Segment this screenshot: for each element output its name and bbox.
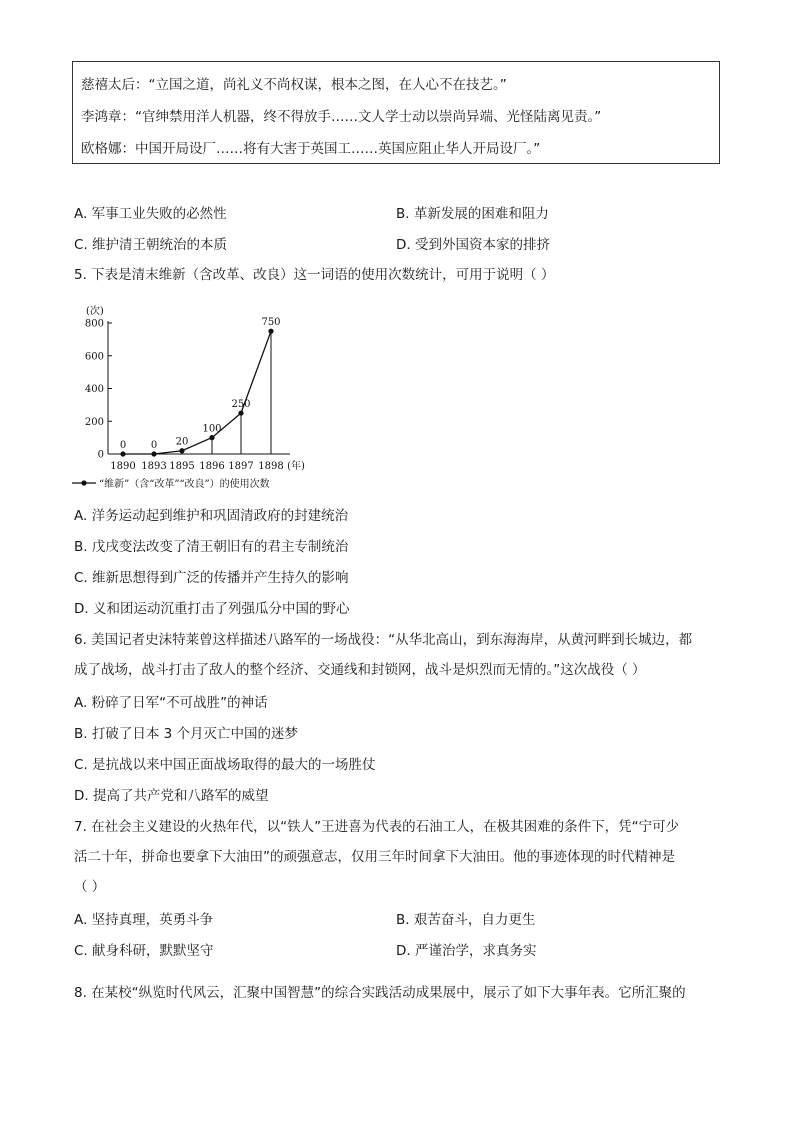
q7-option-c[interactable]: C. 献身科研，默默坚守 — [74, 943, 214, 959]
data-label: 0 — [119, 440, 127, 451]
reform-usage-chart — [68, 300, 368, 495]
data-label: 250 — [231, 399, 251, 411]
y-axis-label: (次) — [86, 306, 104, 317]
q6-stem-line2: 成了战场，战斗打击了敌人的整个经济、交通线和封锁网，战斗是炽烈而无情的。”这次战役（ ） — [74, 662, 646, 678]
data-point — [209, 435, 214, 440]
y-tick-label: 600 — [84, 351, 104, 363]
x-tick-label: 1893 — [141, 461, 167, 472]
x-tick-label: 1890 — [110, 461, 136, 472]
data-point — [238, 410, 243, 415]
data-point — [151, 451, 156, 456]
q5-option-b[interactable]: B. 戊戌变法改变了清王朝旧有的君主专制统治 — [74, 539, 349, 555]
data-point — [179, 448, 184, 453]
q6-option-c[interactable]: C. 是抗战以来中国正面战场取得的最大的一场胜仗 — [74, 757, 376, 773]
q7-stem-line3: （ ） — [74, 879, 106, 895]
q7-stem-line1: 7. 在社会主义建设的火热年代，以“铁人”王进喜为代表的石油工人，在极其困难的条件下，凭“宁可少 — [74, 819, 680, 835]
y-tick-label: 800 — [84, 318, 104, 330]
quote-lihongzhang: 李鸿章：“官绅禁用洋人机器，终不得放手……文人学士动以崇尚异端、光怪陆离见责。” — [81, 109, 602, 125]
legend-marker — [81, 480, 86, 485]
q5-option-c[interactable]: C. 维新思想得到广泛的传播并产生持久的影响 — [74, 570, 349, 586]
x-tick-label: 1896 — [199, 461, 225, 472]
data-label: 100 — [202, 423, 222, 435]
legend-label: “维新”（含“改革”“改良”）的使用次数 — [99, 479, 270, 490]
q7-option-a[interactable]: A. 坚持真理，英勇斗争 — [74, 912, 214, 928]
x-tick-label: 1895 — [169, 461, 195, 472]
q5-option-a[interactable]: A. 洋务运动起到维护和巩固清政府的封建统治 — [74, 508, 349, 524]
q5-stem: 5. 下表是清末维新（含改革、改良）这一词语的使用次数统计，可用于说明（ ） — [74, 267, 555, 283]
x-tick-label: 1897 — [228, 461, 254, 472]
data-point — [120, 451, 125, 456]
q4-option-b[interactable]: B. 革新发展的困难和阻力 — [396, 206, 549, 222]
q4-option-c[interactable]: C. 维护清王朝统治的本质 — [74, 237, 228, 253]
q4-option-a[interactable]: A. 军事工业失败的必然性 — [74, 206, 227, 222]
q6-option-b[interactable]: B. 打破了日本 3 个月灭亡中国的迷梦 — [74, 726, 299, 742]
q7-stem-line2: 活二十年，拼命也要拿下大油田”的顽强意志，仅用三年时间拿下大油田。他的事迹体现的时代精神是 — [74, 849, 675, 865]
q6-option-a[interactable]: A. 粉碎了日军“不可战胜”的神话 — [74, 695, 268, 711]
q4-option-d[interactable]: D. 受到外国资本家的排挤 — [396, 237, 550, 253]
series-line — [123, 331, 271, 454]
x-tick-label: 1898 — [258, 461, 284, 472]
data-label: 0 — [150, 440, 158, 451]
data-point — [268, 329, 273, 334]
q6-stem-line1: 6. 美国记者史沫特莱曾这样描述八路军的一场战役：“从华北高山，到东海海岸，从黄河畔到长城边，都 — [74, 632, 693, 648]
y-tick-label: 200 — [84, 416, 104, 428]
quote-box — [72, 61, 720, 164]
q6-option-d[interactable]: D. 提高了共产党和八路军的威望 — [74, 788, 269, 804]
data-label: 750 — [261, 317, 281, 329]
quote-ogena: 欧格娜：中国开局设厂……将有大害于英国工……英国应阻止华人开局设厂。” — [81, 141, 541, 157]
y-tick-label: 400 — [84, 384, 104, 395]
quote-cixi: 慈禧太后：“立国之道，尚礼义不尚权谋，根本之图，在人心不在技艺。” — [81, 77, 507, 93]
q7-option-d[interactable]: D. 严谨治学，求真务实 — [396, 943, 537, 959]
y-tick-label: 0 — [97, 449, 104, 461]
q7-option-b[interactable]: B. 艰苦奋斗，自力更生 — [396, 912, 536, 928]
x-axis-label: (年) — [287, 461, 305, 472]
data-label: 20 — [175, 436, 189, 448]
q5-option-d[interactable]: D. 义和团运动沉重打击了列强瓜分中国的野心 — [74, 601, 350, 617]
q8-stem-line1: 8. 在某校“纵览时代风云，汇聚中国智慧”的综合实践活动成果展中，展示了如下大事年表。它所汇聚的 — [74, 985, 686, 1001]
